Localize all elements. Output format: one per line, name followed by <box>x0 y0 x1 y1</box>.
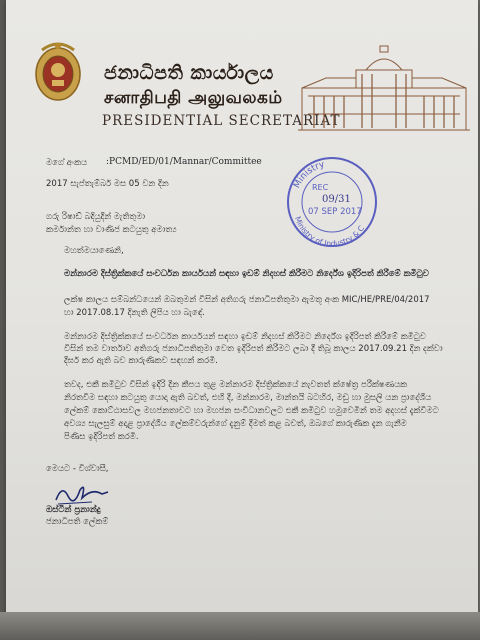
paragraph-1-line-1: ලක්ෂ කාලය සම්බන්ධයෙන් ඔබතුමන් විසින් අතිගරු ජනාධිපතිතුමා ඇමතූ අංක MIC/HE/PRE/04/2017 <box>64 295 430 305</box>
handwritten-signature-icon <box>52 478 112 508</box>
desk-edge <box>0 612 480 640</box>
paragraph-2-line-2: විසින් තම වාර්තාව අතිගරු ජනාධිපතිතුමා වෙත ඉදිරිපත් කිරීමට ලබා දී තිබූ කාලය 2017.09.21 දින දක්වා <box>64 344 443 354</box>
stamp-handwritten-number: 09/31 <box>322 194 351 205</box>
addressee-title: කර්මාන්ත හා වාණිජ කටයුතු අමාත්‍ය <box>46 225 177 235</box>
letter-subject: මන්නාරම දිස්ත්‍රික්කයේ සංවර්ධන කාර්යයන් සඳහා ඉඩම් නිදහස් කිරීමට නිර්දේශ ඉදිරිපත් කිරීමේ කමිටුව <box>64 269 429 279</box>
paragraph-1-line-2: හා 2017.08.17 දිනැති ලිපිය හා බැඳේ. <box>64 308 205 318</box>
stamp-bottom-text: Ministry of Industry & C <box>293 215 367 249</box>
paragraph-3-line-3: ලේකම් කොට්ඨාසවල මහජනතාවට හා මහජන සංවිධානවලට එකී කමිටුව හමුවෙමින් තම අදහස් දැක්වීමට <box>64 406 439 416</box>
letter-date: 2017 සැප්තැම්බර් මස 05 වන දින <box>46 179 169 189</box>
letterhead-title-sinhala: ජනාධිපති කාර්යාලය <box>104 62 274 84</box>
paragraph-2-line-1: මන්නාරම දිස්ත්‍රික්කයේ සංවර්ධන කාර්යයන් සඳහා ඉඩම් නිදහස් කිරීමට නිර්දේශ ඉදිරිපත් කිරීමේ කමිටුව <box>64 332 426 342</box>
building-illustration-icon <box>296 44 472 134</box>
letterhead-title-english: PRESIDENTIAL SECRETARIAT <box>102 113 341 129</box>
letter-sheet <box>6 0 478 632</box>
reference-number: :PCMD/ED/01/Mannar/Committee <box>106 157 262 167</box>
stamp-date: 07 SEP 2017 <box>308 207 362 217</box>
salutation: මහත්මයාණෙනි, <box>64 246 124 256</box>
paragraph-3-line-4: අවශ්‍ය සැලසුම් අදාළ ප්‍රාදේශීය ලේකම්වරුන්ගේ දැනුම් දීමත් කළ බවත්, ඔබගේ කාරුණික දැන ගැනීම <box>64 419 407 429</box>
state-emblem-icon <box>32 40 84 104</box>
paragraph-3-line-5: පිණිස ඉදිරිපත් කරමි. <box>64 432 139 442</box>
addressee-name: ගරු රිෂාඩ් බදියුදීන් මැතිතුමා <box>46 212 146 222</box>
stamp-rec-text: REC <box>312 183 329 192</box>
signatory-title: ජනාධිපති ලේකම් <box>46 517 109 527</box>
ministry-received-stamp <box>282 150 382 250</box>
stamp-top-text: Ministry <box>292 159 326 191</box>
paragraph-3-line-2: නිරතවීම සඳහා කටයුතු යොදා ඇති බවත්, එහි දී, මන්නාරම, මාන්තයි බටහිර, මඩු හා මුසලි යන ප්‍රාදේශීය <box>64 393 432 403</box>
signatory-name: ඔස්ටින් ප්‍රනාන්දු <box>46 505 101 515</box>
paragraph-3-line-1: තවද, එකී කමිටුව විසින් ඉදිරි දින කීපය තුළ මන්නාරම දිස්ත්‍රික්කයේ නැවතත් ක්ෂේත්‍ර පරීක්ෂණයක <box>64 380 408 390</box>
reference-label: මගේ අංකය <box>46 158 88 168</box>
closing: මෙයට - විශ්වාසී, <box>46 464 109 474</box>
paragraph-2-line-3: දීර්ඝ කර ඇති බව කාරුණිකව සඳහන් කරමි. <box>64 356 218 366</box>
letterhead-title-tamil: சனாதிபதி அலுவலகம் <box>104 88 283 108</box>
